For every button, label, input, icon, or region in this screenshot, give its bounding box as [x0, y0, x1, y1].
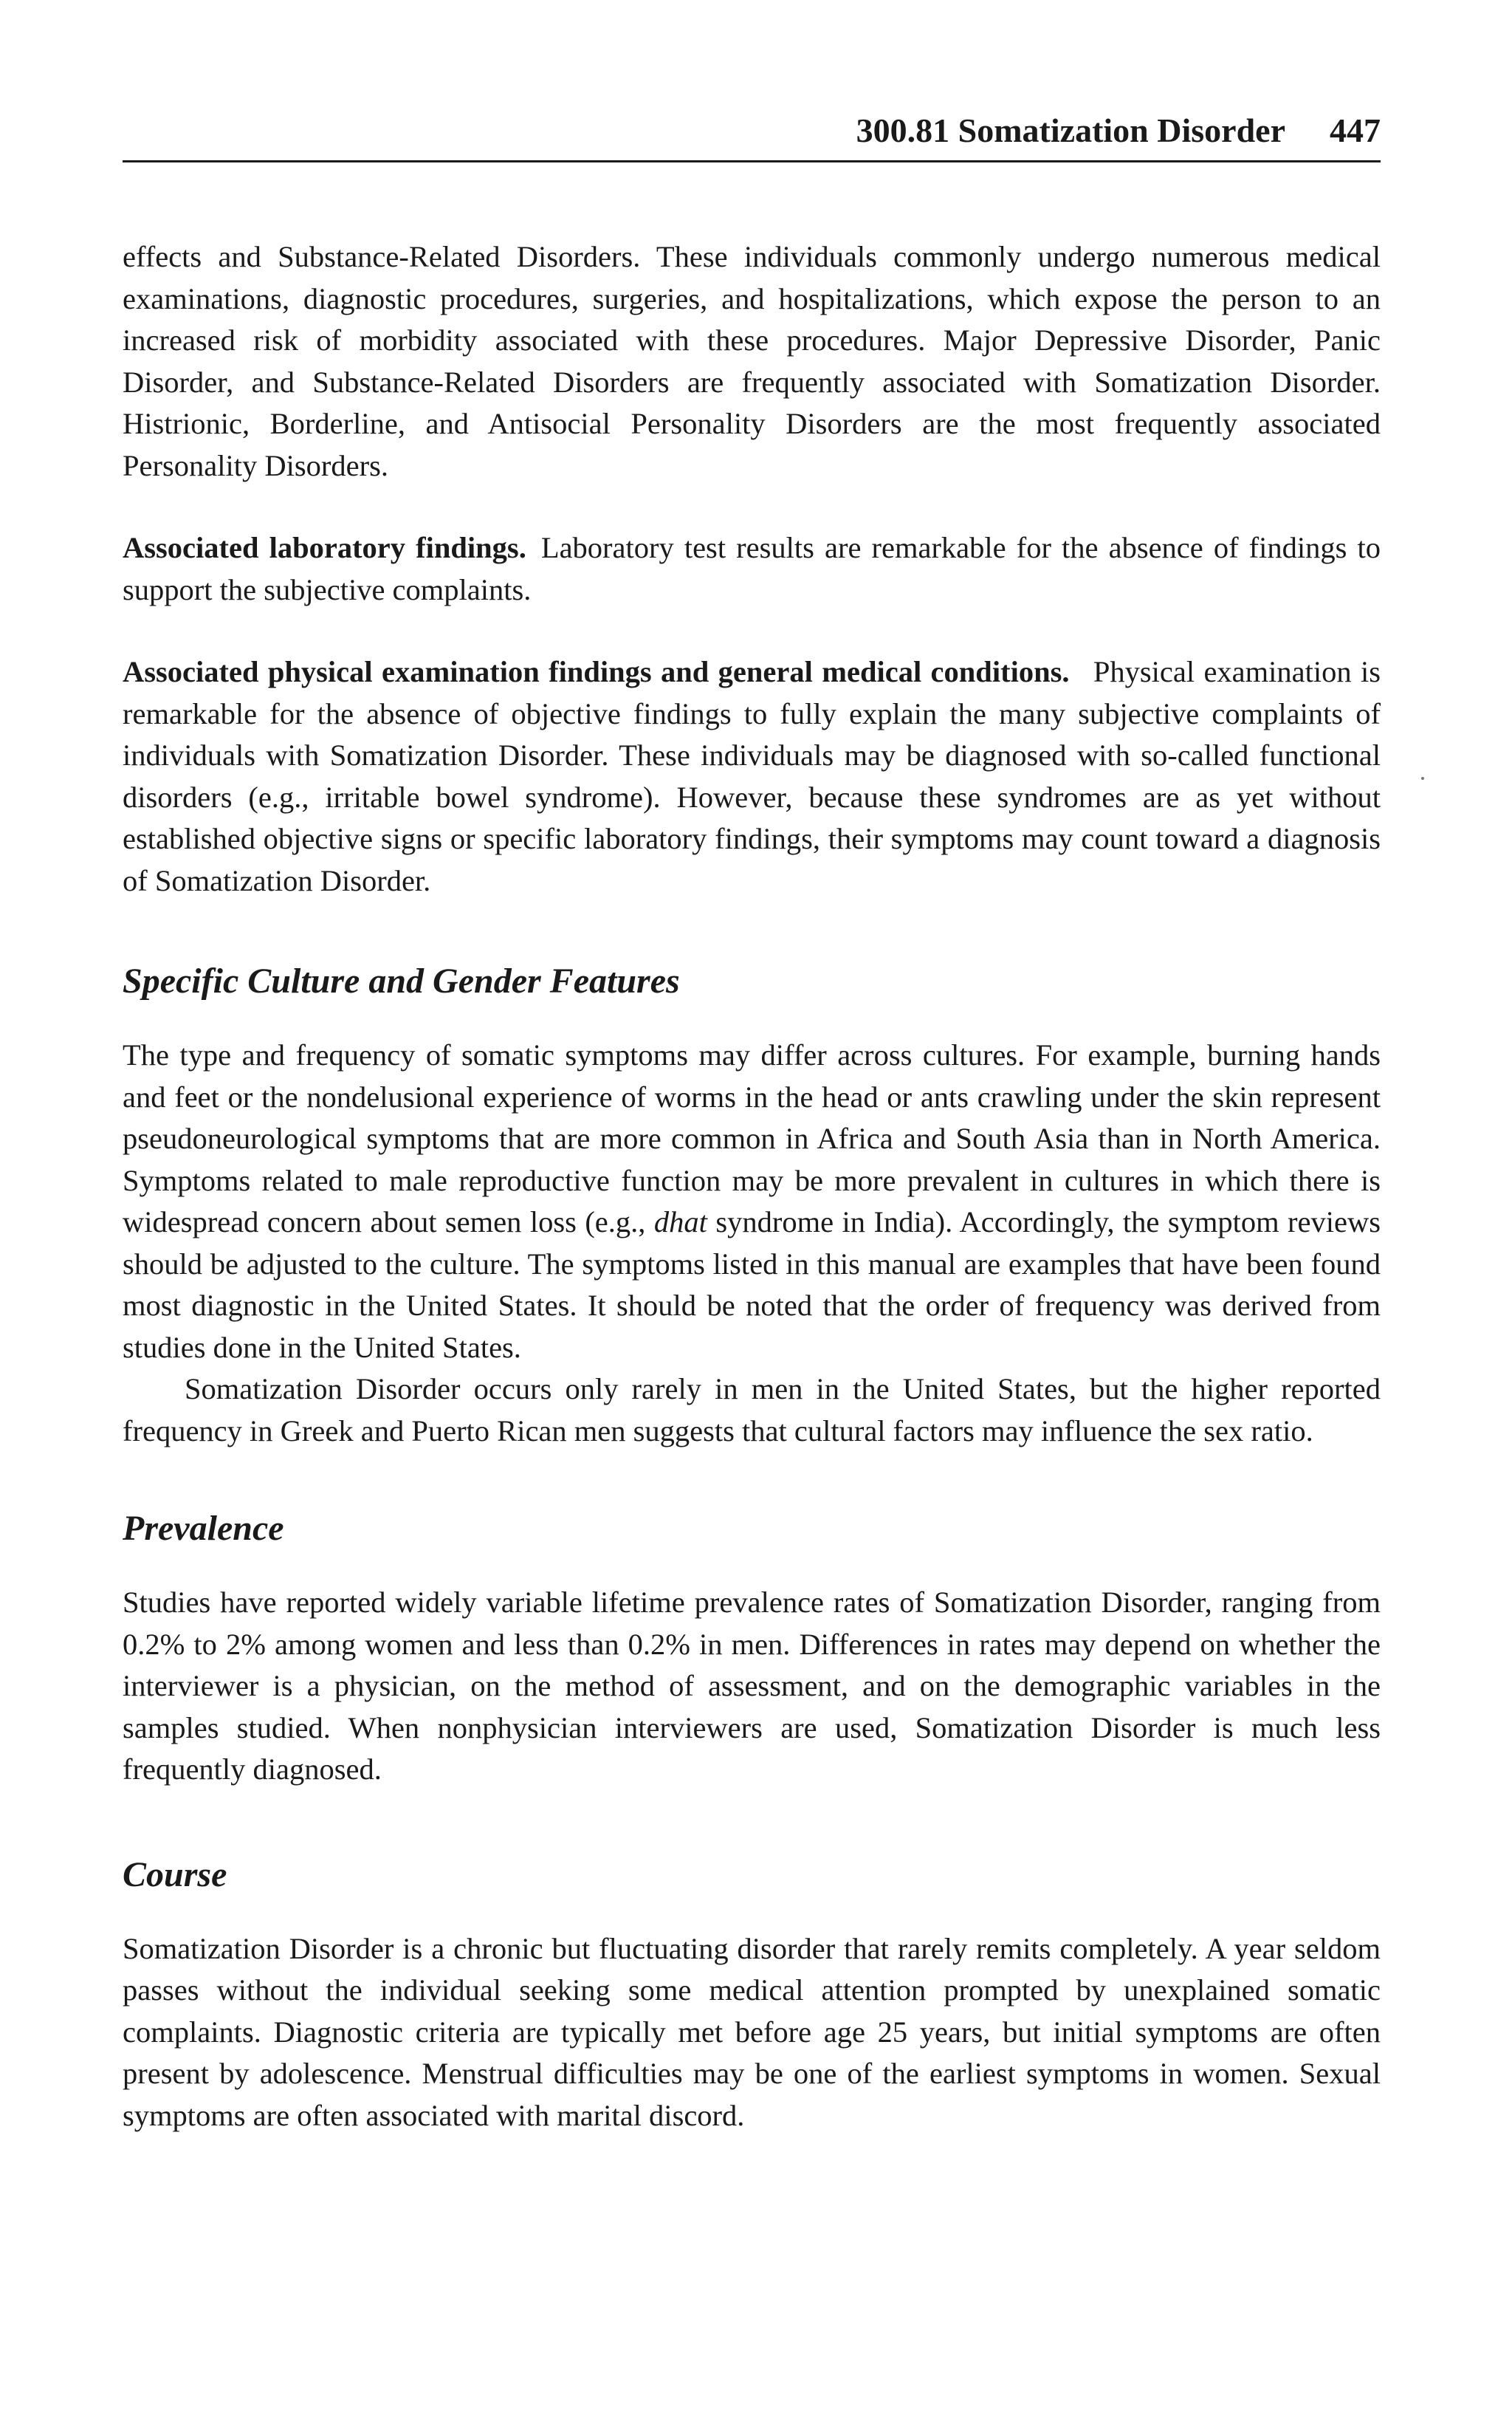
physical-exam-paragraph — [123, 651, 1381, 902]
culture-paragraph-1 — [123, 1035, 1381, 1368]
culture-heading: Specific Culture and Gender Features — [123, 962, 680, 1001]
dhat-term: dhat — [653, 1205, 707, 1238]
culture-p1-before: The type and frequency of somatic symptoms may differ across cultures. For example, burning hands and feet or the nondelusional experience of worms in the head or ants crawling under the skin represent pseudoneurological symptoms that are more common in Africa and South Asia than in North America. Symptoms related to male reproductive function may be more prevalent in cultures in which there is widespread concern about semen loss (e.g., — [123, 1038, 1381, 1238]
continued-paragraph: effects and Substance-Related Disorders. These individuals commonly undergo numerous medical examinations, diagnostic procedures, surgeries, and hospitalizations, which expose the person to an increased risk of morbidity associated with these procedures. Major Depressive Disorder, Panic Disorder, and Substance-Related Disorders are frequently associated with Somatization Disorder. Histrionic, Borderline, and Antisocial Personality Disorders are the most frequently associated Personality Disorders. — [123, 240, 1381, 482]
course-paragraph: Somatization Disorder is a chronic but fluctuating disorder that rarely remits completely. A year seldom passes without the individual seeking some medical attention prompted by unexplained somatic complaints. Diagnostic criteria are typically met before age 25 years, but initial symptoms are often present by adolescence. Menstrual difficulties may be one of the earliest symptoms in women. Sexual symptoms are often associated with marital discord. — [123, 1931, 1381, 2132]
culture-paragraph-2: Somatization Disorder occurs only rarely in men in the United States, but the higher reported frequency in Greek and Puerto Rican men suggests that cultural factors may influence the sex ratio. — [123, 1372, 1381, 1447]
running-head — [123, 111, 1381, 162]
physical-exam-heading: Associated physical examination findings and general medical conditions. — [123, 655, 1070, 688]
book-page — [123, 111, 1381, 2136]
prevalence-paragraph: Studies have reported widely variable lifetime prevalence rates of Somatization Disorder, ranging from 0.2% to 2% among women and less than 0.2% in men. Differences in rates may depend on whether the interviewer is a physician, on the method of assessment, and on the demographic variables in the samples studied. When nonphysician interviewers are used, Somatization Disorder is much less frequently diagnosed. — [123, 1586, 1381, 1786]
physical-exam-text: Physical examination is remarkable for the absence of objective findings to fully explain the many subjective complaints of individuals with Somatization Disorder. These individuals may be diagnosed with so-called functional disorders (e.g., irritable bowel syndrome). However, because these syndromes are as yet without established objective signs or specific laboratory findings, their symptoms may count toward a diagnosis of Somatization Disorder. — [123, 655, 1381, 897]
course-heading: Course — [123, 1854, 227, 1894]
page-number: 447 — [1330, 112, 1381, 149]
scan-speck — [1421, 777, 1424, 780]
prevalence-heading: Prevalence — [123, 1509, 284, 1548]
running-head-title: 300.81 Somatization Disorder — [856, 112, 1285, 149]
lab-findings-paragraph — [123, 527, 1381, 611]
culture-p1-after: syndrome in India). Accordingly, the symptom reviews should be adjusted to the culture. The symptoms listed in this manual are examples that have been found most diagnostic in the United States. It should be noted that the order of frequency was derived from studies done in the United States. — [123, 1205, 1381, 1364]
lab-findings-heading: Associated laboratory findings. — [123, 531, 526, 564]
lab-findings-text: Laboratory test results are remarkable for the absence of findings to support the subjective complaints. — [123, 531, 1381, 606]
